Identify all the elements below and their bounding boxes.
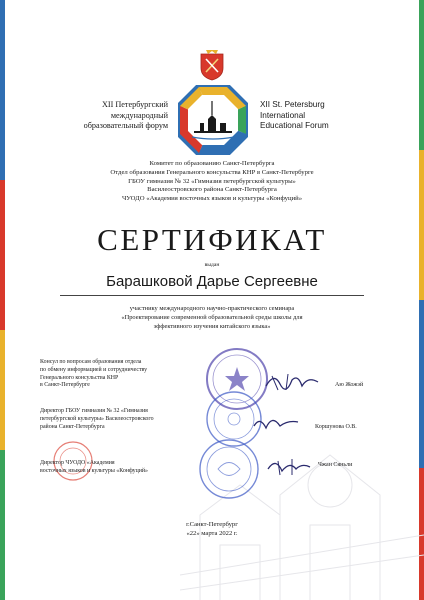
signatory-position-director xyxy=(40,408,205,431)
signatory-position-line: Консул по вопросам образования отдела xyxy=(40,359,142,365)
forum-ru-line: образовательный форум xyxy=(83,121,168,130)
signatory-name-director: Коршунова О.В. xyxy=(315,424,357,430)
organizers-block xyxy=(40,160,384,204)
seminar-description xyxy=(60,304,364,331)
forum-ru-line: XII Петербургский xyxy=(101,100,168,109)
organizer-line: ГБОУ гимназия № 32 «Гимназия петербургской культуры» xyxy=(128,177,296,185)
coat-of-arms-icon xyxy=(199,50,225,81)
issue-city: г.Санкт-Петербург xyxy=(186,521,238,528)
signatory-position-line: района Санкт-Петербурга xyxy=(40,423,105,430)
seminar-line: участнику международного научно-практического семинара xyxy=(129,305,295,312)
signatory-name-academy: Чжан Сяньли xyxy=(318,462,353,468)
signatory-position-line: петербургской культуры» Василеостровского xyxy=(40,415,154,422)
signatory-position-line: Генерального консульства КНР xyxy=(40,374,119,381)
forum-name-russian xyxy=(60,100,168,132)
decorative-edge-left xyxy=(0,0,5,600)
signature-academy-icon xyxy=(262,455,314,479)
signatory-position-consul xyxy=(40,359,190,390)
signatory-position-line: Директор ЧУОДО «Академия xyxy=(40,460,115,466)
recipient-underline xyxy=(60,295,364,296)
organizer-line: Комитет по образованию Санкт-Петербурга xyxy=(149,160,275,167)
signatory-position-line: Директор ГБОУ гимназия № 32 «Гимназия xyxy=(40,408,148,414)
signatory-position-line: в Санкт-Петербурге xyxy=(40,382,90,389)
forum-ru-line: международный xyxy=(110,110,168,120)
seminar-line: «Проектирование современной образовательной среды школы для xyxy=(121,314,303,321)
signature-consul-icon xyxy=(262,368,322,394)
forum-en-line: Educational Forum xyxy=(260,121,329,130)
academy-stamp-icon xyxy=(198,438,260,500)
organizer-line: Василеостровского района Санкт-Петербурга xyxy=(147,186,277,194)
organizer-line: Отдел образования Генерального консульства КНР в Санкт-Петербурге xyxy=(110,168,314,176)
place-and-date xyxy=(20,520,404,538)
recipient-name: Барашковой Дарье Сергеевне xyxy=(106,273,318,290)
issue-date: «22» марта 2022 г. xyxy=(186,530,238,537)
seminar-line: эффективного изучения китайского языка» xyxy=(153,323,271,330)
signature-director-icon xyxy=(250,410,302,436)
forum-logo-icon xyxy=(178,85,248,155)
signatory-name-consul: Аю Жожэй xyxy=(335,382,364,388)
signatory-position-line: по обмену информацией и сотрудничеству xyxy=(40,366,148,373)
forum-en-line: International xyxy=(260,110,306,120)
signatory-position-line: восточных языков и культуры «Конфуций» xyxy=(40,467,148,474)
issued-to-label: выдан xyxy=(204,262,220,268)
organizer-line: ЧУОДО «Академия восточных языков и культуры «Конфуций» xyxy=(121,195,303,203)
forum-en-line: XII St. Petersburg xyxy=(260,100,325,109)
forum-name-english xyxy=(260,100,370,132)
signatory-position-academy xyxy=(40,460,190,476)
certificate-title: СЕРТИФИКАТ xyxy=(97,222,327,257)
